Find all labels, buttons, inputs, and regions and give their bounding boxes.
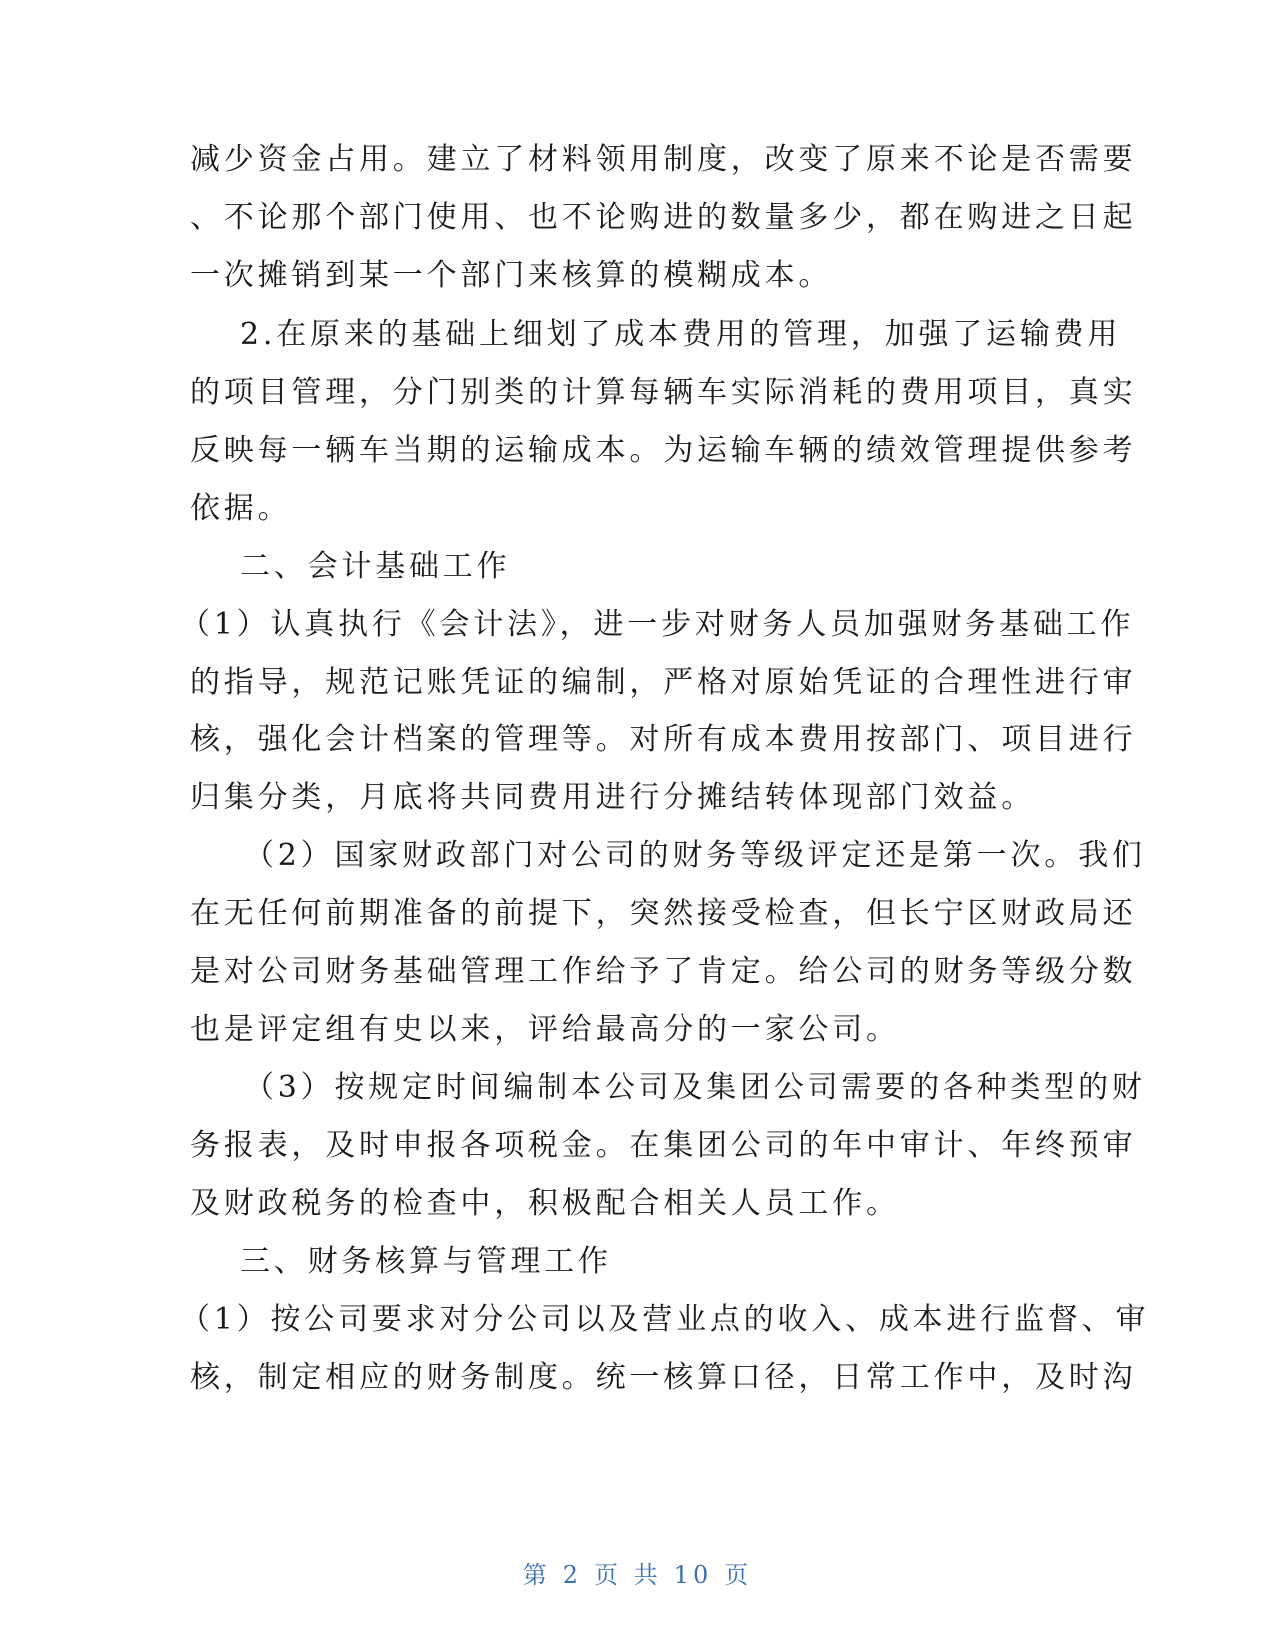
text-line: 核，强化会计档案的管理等。对所有成本费用按部门、项目进行 — [190, 722, 1137, 757]
text-line: 核，制定相应的财务制度。统一核算口径，日常工作中，及时沟 — [190, 1360, 1137, 1395]
paragraph-start: （1）认真执行《会计法》，进一步对财务人员加强财务基础工作 — [180, 607, 1135, 642]
page-current: 2 — [562, 1561, 583, 1589]
text-line: 的指导，规范记账凭证的编制，严格对原始凭证的合理性进行审 — [190, 665, 1137, 700]
text-line: 减少资金占用。建立了材料领用制度，改变了原来不论是否需要 — [190, 142, 1137, 177]
paragraph-start: （2）国家财政部门对公司的财务等级评定还是第一次。我们 — [244, 838, 1146, 873]
text-line: 是对公司财务基础管理工作给予了肯定。给公司的财务等级分数 — [190, 954, 1137, 989]
text-line: 在无任何前期准备的前提下，突然接受检查，但长宁区财政局还 — [190, 896, 1137, 931]
text-line: 一次摊销到某一个部门来核算的模糊成本。 — [190, 258, 833, 293]
text-line: 及财政税务的检查中，积极配合相关人员工作。 — [190, 1186, 900, 1221]
section-heading: 三、财务核算与管理工作 — [240, 1244, 612, 1279]
text-line: 归集分类，月底将共同费用进行分摊结转体现部门效益。 — [190, 780, 1035, 815]
text-line: 反映每一辆车当期的运输成本。为运输车辆的绩效管理提供参考 — [190, 433, 1137, 468]
paragraph-start: （3）按规定时间编制本公司及集团公司需要的各种类型的财 — [244, 1070, 1146, 1105]
paragraph-start: （1）按公司要求对分公司以及营业点的收入、成本进行监督、审 — [180, 1302, 1150, 1337]
page-prefix: 第 — [522, 1561, 551, 1589]
text-line: 务报表，及时申报各项税金。在集团公司的年中审计、年终预审 — [190, 1128, 1137, 1163]
paragraph-start: 2.在原来的基础上细划了成本费用的管理，加强了运输费用 — [240, 317, 1122, 352]
page-footer — [0, 1560, 1275, 1590]
section-heading: 二、会计基础工作 — [240, 549, 511, 584]
text-line: 的项目管理，分门别类的计算每辆车实际消耗的费用项目，真实 — [190, 375, 1137, 410]
text-line: 依据。 — [190, 491, 292, 526]
text-line: 、不论那个部门使用、也不论购进的数量多少，都在购进之日起 — [190, 200, 1137, 235]
text-line: 也是评定组有史以来，评给最高分的一家公司。 — [190, 1012, 900, 1047]
page-suffix: 页 — [724, 1561, 753, 1589]
page-total: 10 — [673, 1561, 713, 1589]
page-mid: 页 共 — [594, 1561, 662, 1589]
